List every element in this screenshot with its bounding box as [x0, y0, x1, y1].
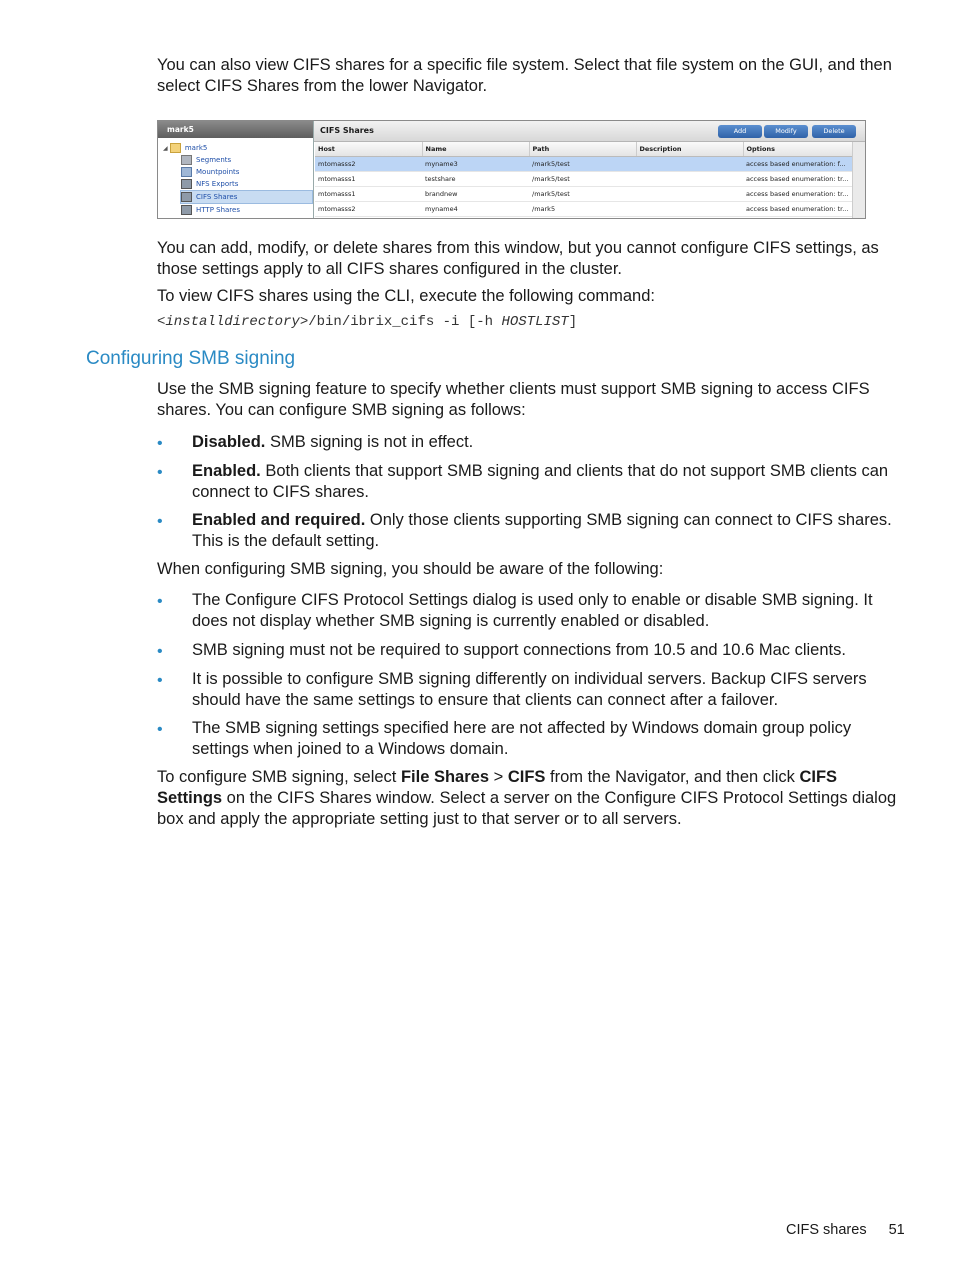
tree-item-label: Segments	[196, 156, 232, 164]
expand-triangle-icon[interactable]: ◢	[163, 145, 168, 152]
cell-description	[636, 187, 743, 202]
column-header-host[interactable]: Host	[315, 142, 422, 157]
page-number: 51	[888, 1222, 905, 1238]
delete-button[interactable]: Delete	[812, 125, 856, 138]
menu-ref-file-shares: File Shares	[400, 768, 490, 786]
tree-item-label: mark5	[184, 144, 208, 152]
cell-host: mtomasss1	[315, 172, 422, 187]
cell-name: brandnew	[422, 187, 529, 202]
tree-item-label: Mountpoints	[196, 168, 240, 176]
cifs-shares-panel	[314, 121, 865, 218]
cell-options: access based enumeration: f...	[743, 157, 852, 172]
list-item-text: SMB signing must not be required to support connections from 10.5 and 10.6 Mac clients.	[192, 641, 846, 659]
menu-ref-cifs: CIFS	[507, 768, 546, 786]
option-term: Disabled.	[192, 433, 266, 451]
cell-path: /mark5/test	[529, 187, 636, 202]
bullet-icon: •	[157, 435, 163, 452]
shares-table	[315, 142, 853, 217]
command-hostlist: HOSTLIST	[501, 314, 569, 330]
cell-path: /mark5/test	[529, 157, 636, 172]
table-header-row	[315, 142, 852, 157]
tree-item-label: HTTP Shares	[196, 206, 240, 214]
tree-item-mountpoints[interactable]	[181, 166, 239, 178]
option-text: SMB signing is not in effect.	[265, 433, 474, 451]
http-icon	[181, 205, 192, 215]
list-item-text	[192, 461, 902, 503]
panel-title: CIFS Shares	[320, 126, 374, 135]
list-item-text: The SMB signing settings specified here are not affected by Windows domain group policy settings when joined to a Windows domain.	[192, 719, 852, 758]
tree-item-label: NFS Exports	[196, 180, 239, 188]
cell-description	[636, 202, 743, 217]
option-term: Enabled.	[192, 462, 261, 480]
section-heading: Configuring SMB signing	[86, 348, 296, 369]
cell-options: access based enumeration: tr...	[743, 187, 852, 202]
cell-options: access based enumeration: tr...	[743, 202, 852, 217]
tree-item-cifs-shares[interactable]	[180, 190, 313, 204]
cell-path: /mark5	[529, 202, 636, 217]
final-text: on the CIFS Shares window. Select a server on the Configure CIFS Protocol Settings dialog box and apply the appropriate setting just to that server or to all servers.	[157, 789, 897, 828]
command-installdir: installdirectory	[165, 314, 300, 330]
table-row[interactable]	[315, 187, 852, 202]
cell-host: mtomasss1	[315, 187, 422, 202]
table-row[interactable]	[315, 202, 852, 217]
segments-icon	[181, 155, 192, 165]
bullet-icon: •	[157, 643, 163, 660]
column-header-options[interactable]: Options	[743, 142, 852, 157]
bullet-icon: •	[157, 672, 163, 689]
cell-name: testshare	[422, 172, 529, 187]
option-text: Only those clients supporting SMB signing can connect to CIFS shares. This is the default setting.	[192, 511, 892, 550]
table-row[interactable]	[315, 157, 852, 172]
modify-paragraph: You can add, modify, or delete shares from this window, but you cannot configure CIFS settings, as those settings apply to all CIFS shares configured in the cluster.	[157, 239, 879, 278]
intro-paragraph: You can also view CIFS shares for a specific file system. Select that file system on the GUI, and then select CIFS Shares from the lower Navigator.	[157, 56, 892, 95]
tree-item-label: CIFS Shares	[196, 193, 238, 201]
final-text: >	[489, 768, 508, 786]
nfs-icon	[181, 179, 192, 189]
cell-path: /mark5/test	[529, 172, 636, 187]
mountpoints-icon	[181, 167, 192, 177]
cli-paragraph: To view CIFS shares using the CLI, execute the following command:	[157, 287, 655, 305]
command-lt: <	[157, 314, 166, 330]
final-text: from the Navigator, and then click	[545, 768, 800, 786]
aware-paragraph: When configuring SMB signing, you should be aware of the following:	[157, 560, 664, 578]
bullet-icon: •	[157, 593, 163, 610]
tree-item-root[interactable]	[163, 142, 207, 154]
bullet-icon: •	[157, 721, 163, 738]
footer-section: CIFS shares	[786, 1222, 867, 1238]
folder-icon	[170, 143, 181, 153]
option-term: Enabled and required.	[192, 511, 366, 529]
cell-name: myname3	[422, 157, 529, 172]
column-header-path[interactable]: Path	[529, 142, 636, 157]
cell-description	[636, 172, 743, 187]
cell-options: access based enumeration: tr...	[743, 172, 852, 187]
cell-host: mtomasss2	[315, 202, 422, 217]
final-text: To configure SMB signing, select	[157, 768, 401, 786]
command-body: >/bin/ibrix_cifs -i [-h	[299, 314, 502, 330]
table-row[interactable]	[315, 172, 852, 187]
list-item-text: The Configure CIFS Protocol Settings dialog is used only to enable or disable SMB signing. It does not display whether SMB signing is currently enabled or disabled.	[192, 591, 873, 630]
tree-item-segments[interactable]	[181, 154, 231, 166]
modify-button[interactable]: Modify	[764, 125, 808, 138]
cifs-icon	[181, 192, 192, 202]
cell-host: mtomasss2	[315, 157, 422, 172]
bullet-icon: •	[157, 464, 163, 481]
panel-title-bar	[314, 121, 865, 142]
list-item-text: It is possible to configure SMB signing differently on individual servers. Backup CIFS servers should have the same settings to ensure that clients can connect after a failover.	[192, 670, 867, 709]
list-item-text	[192, 510, 902, 552]
list-item-text	[192, 432, 902, 453]
cifs-shares-screenshot	[157, 120, 866, 219]
add-button[interactable]: Add	[718, 125, 762, 138]
cell-description	[636, 157, 743, 172]
command-end: ]	[568, 314, 578, 330]
tree-item-http-shares[interactable]	[181, 204, 240, 216]
column-header-description[interactable]: Description	[636, 142, 743, 157]
page-footer	[786, 1222, 905, 1238]
navigator-panel	[158, 121, 314, 218]
final-paragraph	[157, 767, 902, 830]
use-paragraph: Use the SMB signing feature to specify whether clients must support SMB signing to access CIFS shares. You can configure SMB signing as follows:	[157, 380, 870, 419]
command-line	[157, 314, 577, 330]
option-text: Both clients that support SMB signing and clients that do not support SMB clients can connect to CIFS shares.	[192, 462, 889, 501]
menu-ref-cifs-settings: CIFS Settings	[157, 768, 838, 807]
column-header-name[interactable]: Name	[422, 142, 529, 157]
navigator-title: mark5	[158, 121, 313, 138]
vertical-scrollbar[interactable]	[852, 142, 865, 218]
cell-name: myname4	[422, 202, 529, 217]
bullet-icon: •	[157, 513, 163, 530]
tree-item-nfs-exports[interactable]	[181, 178, 238, 190]
